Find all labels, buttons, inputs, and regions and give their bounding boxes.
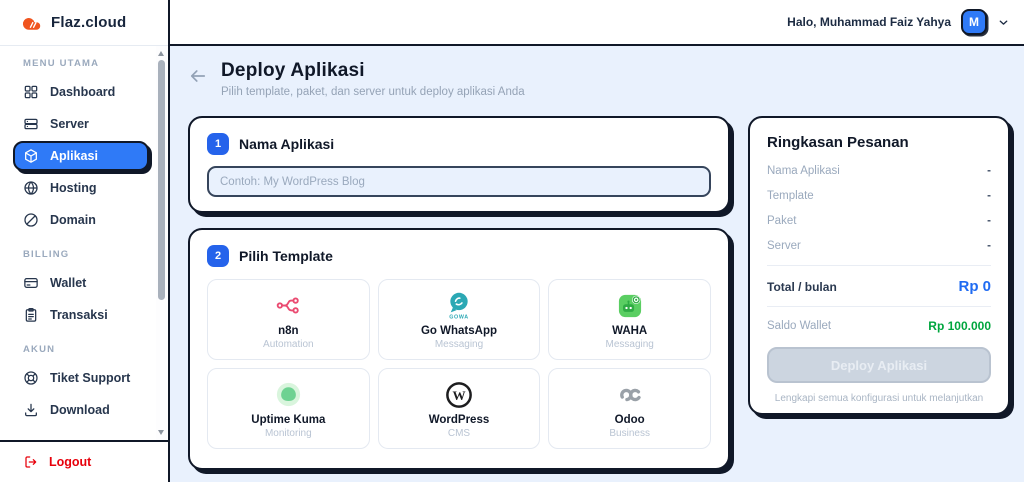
gowa-chat-icon	[443, 290, 475, 322]
sidebar-item-label: Domain	[50, 213, 96, 227]
sidebar-item-dashboard[interactable]	[13, 77, 153, 107]
server-icon	[23, 116, 39, 132]
user-greeting: Halo, Muhammad Faiz Yahya	[787, 15, 951, 29]
template-name: Odoo	[614, 413, 645, 426]
template-card-wordpress[interactable]	[378, 368, 541, 449]
topbar	[170, 0, 1024, 46]
page-title-block	[221, 60, 525, 98]
brand[interactable]	[0, 0, 168, 46]
sidebar	[0, 0, 170, 482]
template-grid	[207, 279, 711, 449]
template-card-odoo[interactable]	[548, 368, 711, 449]
template-category: Business	[609, 427, 650, 439]
waha-robot-icon	[616, 290, 644, 322]
summary-title: Ringkasan Pesanan	[767, 134, 909, 151]
template-category: Monitoring	[264, 427, 312, 439]
sidebar-item-domain[interactable]	[13, 205, 153, 235]
page-subtitle: Pilih template, paket, dan server untuk deploy aplikasi Anda	[221, 86, 525, 98]
wallet-balance-row	[767, 319, 991, 333]
sidebar-scrollbar-track[interactable]	[156, 46, 167, 440]
nav-section-menu-utama	[13, 58, 153, 235]
svg-text:GOWA: GOWA	[449, 314, 469, 321]
sidebar-item-tiket-support[interactable]	[13, 363, 153, 393]
globe-icon	[23, 180, 39, 196]
page-title: Deploy Aplikasi	[221, 60, 365, 81]
app-name-input[interactable]	[207, 166, 711, 197]
wallet-balance-label: Saldo Wallet	[767, 320, 832, 332]
divider	[767, 265, 991, 266]
sidebar-item-hosting[interactable]	[13, 173, 153, 203]
n8n-icon	[271, 290, 305, 322]
odoo-icon	[615, 379, 645, 411]
template-name: Uptime Kuma	[251, 413, 326, 426]
download-icon	[23, 402, 39, 418]
template-name: WAHA	[612, 324, 648, 337]
step-head	[207, 133, 711, 155]
profile-menu-trigger[interactable]	[787, 9, 1024, 35]
summary-row-template: Template -	[767, 190, 991, 202]
app-name-card	[188, 116, 730, 213]
avatar: M	[961, 9, 987, 35]
total-label: Total / bulan	[767, 279, 837, 294]
sidebar-item-aplikasi[interactable]	[13, 141, 149, 171]
nav-section-label: MENU UTAMA	[23, 58, 100, 69]
grid-icon	[23, 84, 39, 100]
nav-section-label: AKUN	[23, 344, 56, 355]
summary-row-paket: Paket -	[767, 215, 991, 227]
uptime-kuma-icon	[274, 379, 303, 411]
total-value: Rp 0	[958, 278, 991, 295]
scroll-down-arrow-icon[interactable]	[158, 430, 164, 435]
back-arrow-button[interactable]	[188, 66, 208, 86]
sidebar-item-label: Transaksi	[50, 308, 108, 322]
total-row	[767, 278, 991, 295]
divider	[767, 306, 991, 307]
template-category: Messaging	[434, 338, 484, 350]
wallet-card-icon	[23, 275, 39, 291]
nav-section-akun	[13, 344, 153, 425]
template-card-go-whatsapp[interactable]	[378, 279, 541, 360]
sidebar-item-label: Hosting	[50, 181, 97, 195]
summary-row-nama-aplikasi: Nama Aplikasi -	[767, 165, 991, 177]
template-category: CMS	[447, 427, 471, 439]
chevron-down-icon	[997, 16, 1010, 29]
cube-icon	[23, 148, 39, 164]
logout-icon	[23, 454, 39, 470]
nav-section-label: BILLING	[23, 249, 70, 260]
logout-label: Logout	[49, 455, 92, 469]
sidebar-item-label: Aplikasi	[50, 149, 98, 163]
clipboard-icon	[23, 307, 39, 323]
sidebar-item-server[interactable]	[13, 109, 153, 139]
step-1-title: Nama Aplikasi	[239, 136, 335, 152]
sidebar-item-wallet[interactable]	[13, 268, 153, 298]
wordpress-icon	[444, 379, 474, 411]
lifebuoy-icon	[23, 370, 39, 386]
sidebar-item-label: Download	[50, 403, 110, 417]
template-name: n8n	[278, 324, 299, 337]
brand-name: Flaz.cloud	[51, 14, 127, 31]
summary-row-server: Server -	[767, 240, 991, 252]
cloud-logo-icon	[20, 14, 43, 32]
template-picker-card	[188, 228, 730, 470]
template-card-uptime-kuma[interactable]	[207, 368, 370, 449]
sidebar-item-label: Server	[50, 117, 89, 131]
template-category: Automation	[263, 338, 314, 350]
page-head	[188, 60, 525, 98]
sidebar-nav	[0, 46, 155, 440]
template-category: Messaging	[605, 338, 654, 350]
template-card-waha[interactable]	[548, 279, 711, 360]
template-name: WordPress	[428, 413, 490, 426]
main-content	[170, 46, 1024, 482]
wallet-balance-value: Rp 100.000	[928, 319, 991, 333]
step-2-badge: 2	[207, 245, 229, 267]
sidebar-item-label: Tiket Support	[50, 371, 131, 385]
order-summary-card	[748, 116, 1010, 415]
template-card-n8n[interactable]	[207, 279, 370, 360]
step-1-badge: 1	[207, 133, 229, 155]
template-name: Go WhatsApp	[420, 324, 497, 337]
step-head	[207, 245, 711, 267]
scroll-up-arrow-icon[interactable]	[158, 51, 164, 56]
sidebar-item-label: Wallet	[50, 276, 87, 290]
sidebar-item-transaksi[interactable]	[13, 300, 153, 330]
domain-globe-icon	[23, 212, 39, 228]
sidebar-item-download[interactable]	[13, 395, 153, 425]
nav-section-billing	[13, 249, 153, 330]
deploy-hint: Lengkapi semua konfigurasi untuk melanjutkan	[774, 393, 984, 404]
step-2-title: Pilih Template	[239, 248, 333, 264]
deploy-button[interactable]: Deploy Aplikasi	[767, 347, 991, 383]
sidebar-scrollbar-thumb[interactable]	[158, 60, 165, 300]
logout-button[interactable]	[0, 440, 168, 482]
sidebar-item-label: Dashboard	[50, 85, 116, 99]
svg-text:W: W	[452, 387, 466, 403]
